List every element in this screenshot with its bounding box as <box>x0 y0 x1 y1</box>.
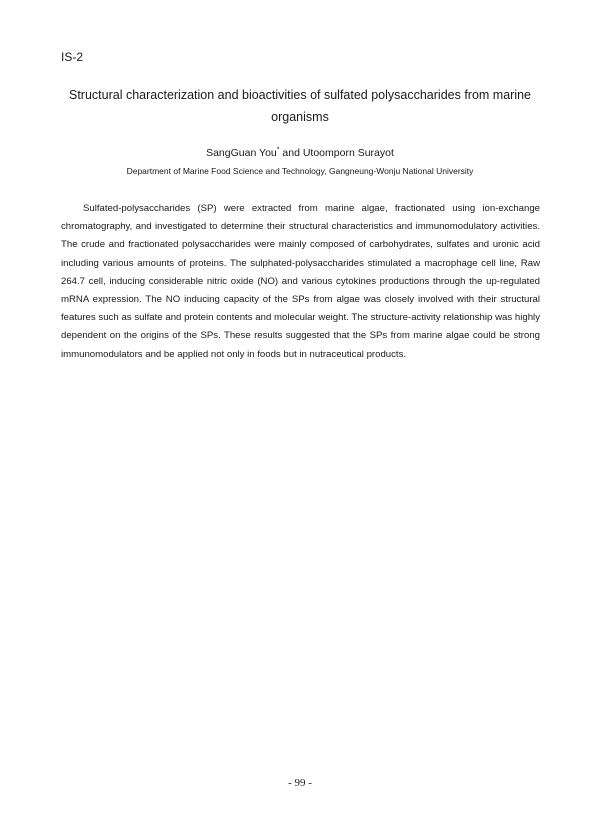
corresponding-author-marker: * <box>276 146 280 154</box>
author-line <box>60 146 540 160</box>
paper-title: Structural characterization and bioactivities of sulfated polysaccharides from marine organisms <box>68 88 532 124</box>
author-connector: and <box>279 147 303 159</box>
abstract-paragraph: Sulfated-polysaccharides (SP) were extracted from marine algae, fractionated using ion-exchange chromatography, and investigated to determine their structural characteristics and immunomodulatory activities. The crude and fractionated polysaccharides were mainly composed of carbohydrates, sulfates and uronic acid including various amounts of proteins. The sulphated-polysaccharides stimulated a macrophage cell line, Raw 264.7 cell, inducing considerable nitric oxide (NO) and various cytokines productions through the up-regulated mRNA expression. The NO inducing capacity of the SPs from algae was closely involved with their structural features such as sulfate and protein contents and molecular weight. The structure-activity relationship was highly dependent on the origins of the SPs. These results suggested that the SPs from marine algae could be strong immunomodulators and be applied not only in foods but in nutraceutical products. <box>61 203 540 360</box>
session-id: IS-2 <box>61 50 84 64</box>
affiliation: Department of Marine Food Science and Technology, Gangneung-Wonju National University <box>126 166 474 176</box>
second-author: Utoomporn Surayot <box>302 147 394 159</box>
page-number: - 99 - <box>288 777 312 789</box>
first-author: SangGuan You <box>206 147 277 159</box>
